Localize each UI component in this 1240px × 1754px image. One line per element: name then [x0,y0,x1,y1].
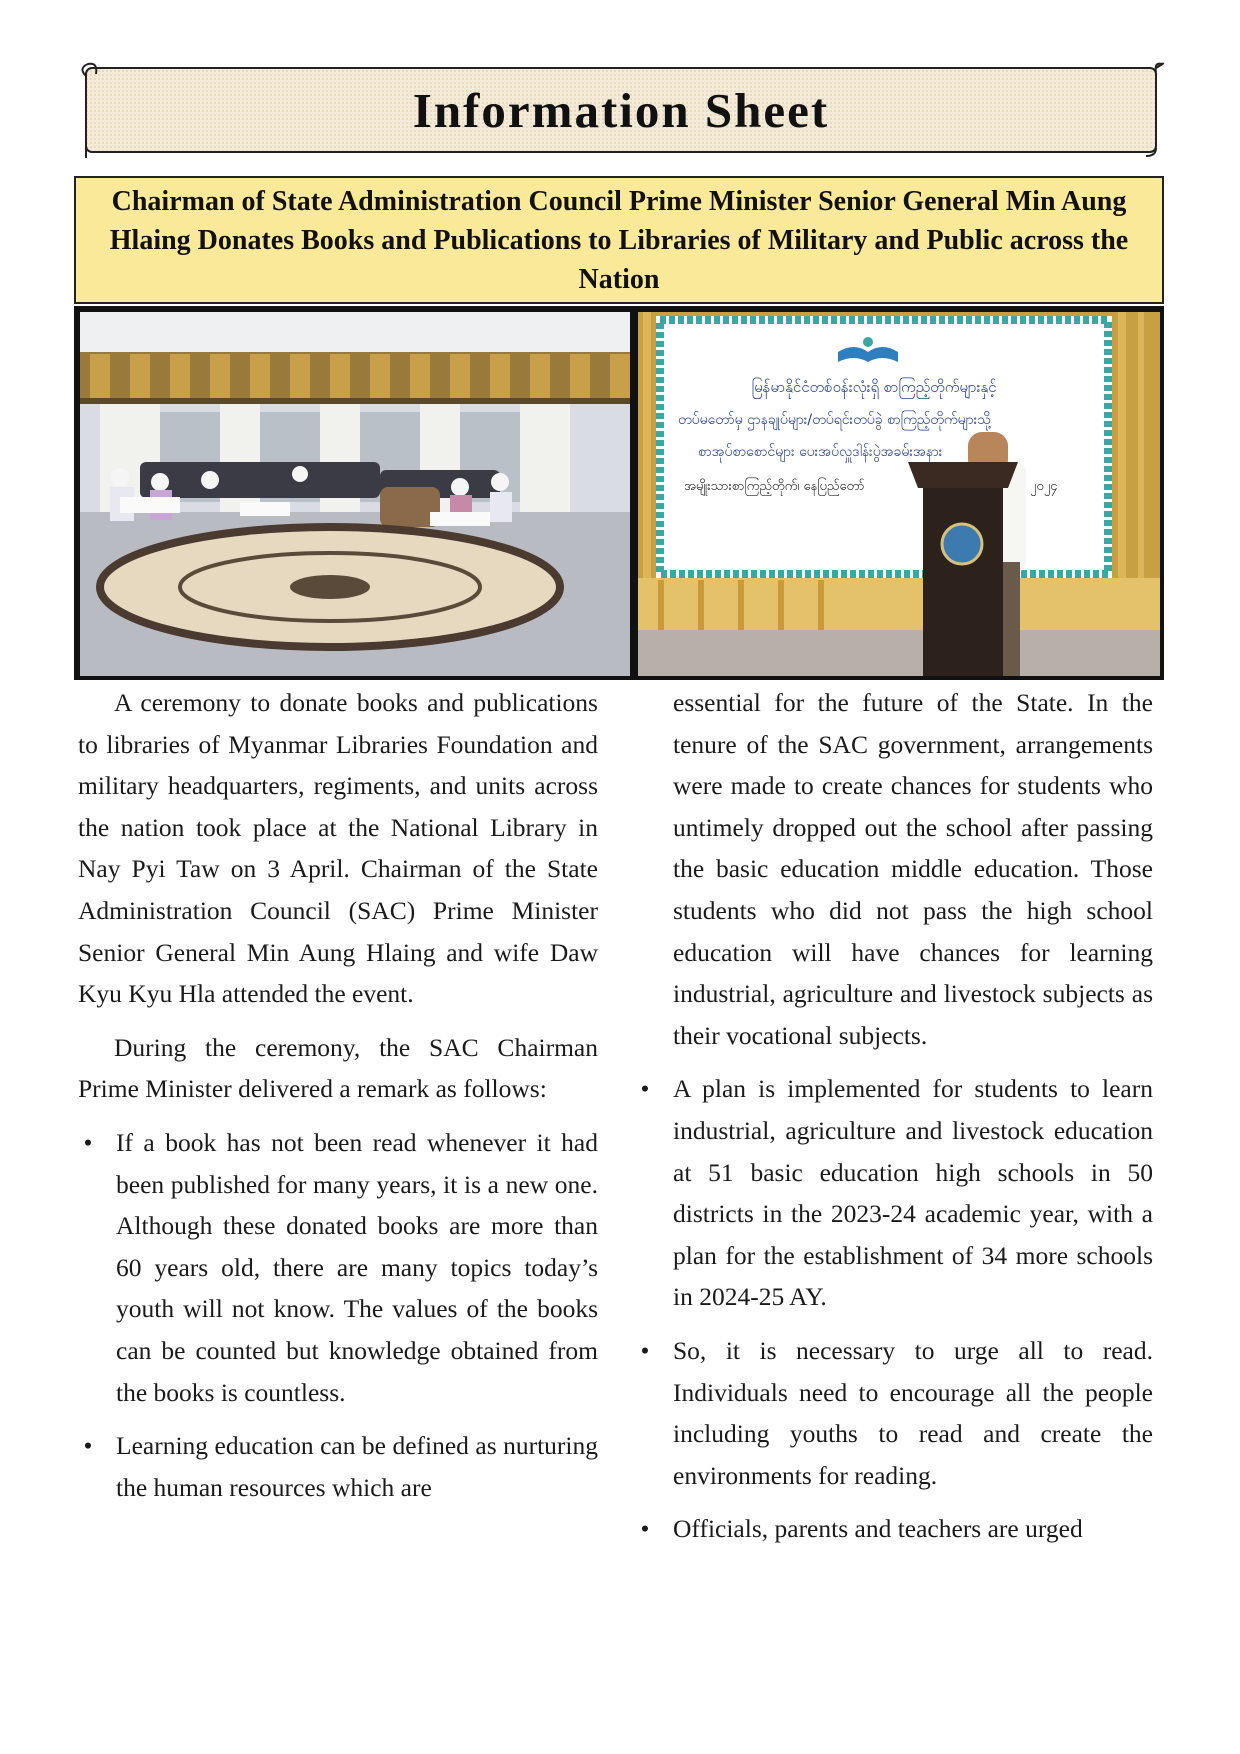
remark-intro-paragraph: During the ceremony, the SAC Chairman Prime Minister delivered a remark as follows: [78,1032,598,1104]
list-item [78,1122,598,1413]
bullet-icon: • [640,1074,650,1104]
bullet-icon: • [640,1514,650,1544]
photo-speaker-podium [638,312,1160,676]
screen-caption-line4: အမျိုးသားစာကြည့်တိုက်၊ နေပြည်တော် [684,479,865,494]
bullet-text: A plan is implemented for students to learn industrial, agriculture and livestock education at 51 basic education high schools in 50 districts in the 2023-24 academic year, with a plan for the establishment of 34 more schools in 2024-25 AY. [673,1074,1153,1312]
remarks-list [78,1122,598,1508]
bullet-text: Learning education can be defined as nurturing the human resources which are [116,1431,598,1502]
list-item [635,1330,1153,1496]
screen-caption-line2: တပ်မတော်မှ ဌာနချုပ်များ/တပ်ရင်းတပ်ခွဲ စာကြည့်တိုက်များသို့ [678,412,991,428]
bullet-icon: • [83,1431,93,1461]
bullet-icon: • [83,1127,93,1157]
list-item [78,1425,598,1508]
screen-caption-line1: မြန်မာနိုင်ငံတစ်ဝန်းလုံးရှိ စာကြည့်တိုက်များနှင့် [751,378,997,396]
library-hall-image [80,312,630,676]
bullet-icon: • [640,1335,650,1365]
list-item [635,1068,1153,1318]
screen-caption-year: ၂၀၂၄ [1030,479,1058,494]
photo-library-hall [80,312,630,676]
bullet-text: If a book has not been read whenever it had been published for many years, it is a new one. Although these donated books are more than 60 years old, there are many topics today’s youth will not know. The values of the books can be counted but knowledge obtained from the books is countless. [116,1127,598,1407]
photo-strip [74,306,1164,680]
screen-caption-line3: စာအုပ်စာစောင်များ ပေးအပ်လှူဒါန်းပွဲအခမ်းအနား [698,444,943,460]
bullet-text: Officials, parents and teachers are urged [673,1514,1083,1544]
intro-paragraph: A ceremony to donate books and publications to libraries of Myanmar Libraries Foundation and military headquarters, regiments, and units across the nation took place at the National Library in Nay Pyi Taw on 3 April. Chairman of the State Administration Council (SAC) Prime Minister Senior General Min Aung Hlaing and wife Daw Kyu Kyu Hla attended the event. [78,688,598,1009]
title-banner [78,62,1164,158]
headline-box: Chairman of State Administration Council Prime Minister Senior General Min Aung Hlaing Donates Books and Publications to Libraries of Military and Public across the Nation [74,176,1164,304]
list-item [635,1508,1153,1550]
right-column [640,682,1153,1550]
remarks-list-continued [640,1068,1153,1550]
bullet-text: So, it is necessary to urge all to read. Individuals need to encourage all the people including youths to read and create the environments for reading. [673,1335,1153,1490]
left-column [78,682,598,1508]
bullet-continuation: essential for the future of the State. In the tenure of the SAC government, arrangements were made to create chances for students who untimely dropped out the school after passing the basic education middle education. Those students who did not pass the high school education will have chances for learning industrial, agriculture and livestock subjects as their vocational subjects. [673,688,1153,1050]
page-title: Information Sheet [412,82,830,138]
